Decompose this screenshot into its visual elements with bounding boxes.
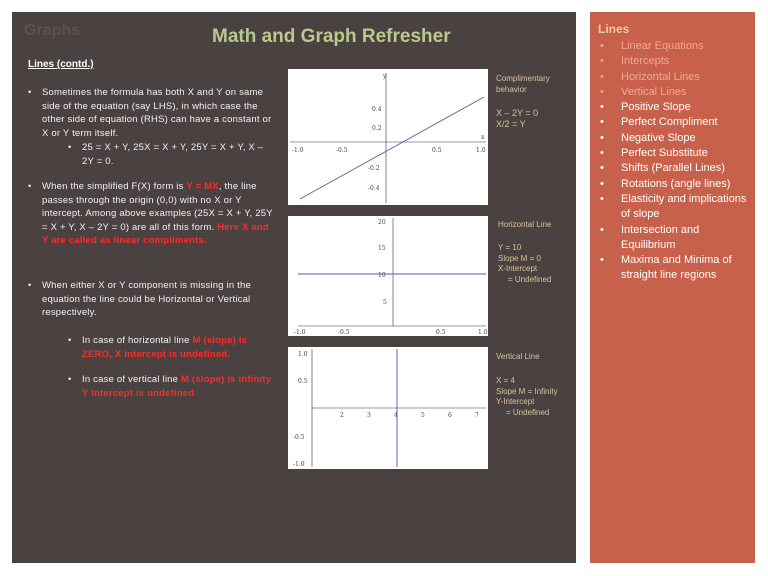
bullet-2-pre: When the simplified F(X) form is bbox=[42, 181, 187, 192]
bullet-dot: • bbox=[600, 116, 604, 129]
slide-title: Math and Graph Refresher bbox=[212, 26, 451, 47]
bullet-dot: • bbox=[600, 147, 604, 160]
bullet-dot: • bbox=[600, 192, 604, 205]
graph-vertical-svg bbox=[288, 347, 488, 469]
sub-vertical bbox=[68, 373, 277, 400]
bullet-dot: • bbox=[68, 374, 72, 385]
caption-line: Complimentary bbox=[496, 74, 550, 83]
main-panel bbox=[12, 12, 576, 563]
sidebar-item bbox=[598, 54, 748, 69]
bullet-dot: • bbox=[68, 335, 72, 346]
graph-3-equations bbox=[496, 376, 576, 418]
sidebar-list bbox=[598, 39, 748, 284]
bullet-dot: • bbox=[600, 101, 604, 114]
y-tick-label: 20 bbox=[378, 219, 386, 226]
bullet-dot: • bbox=[600, 254, 604, 267]
sidebar-item bbox=[598, 131, 748, 146]
plot-line bbox=[300, 97, 484, 199]
x-tick-label: 2 bbox=[340, 412, 344, 419]
bullet-dot: • bbox=[600, 85, 604, 98]
bullet-dot: • bbox=[600, 162, 604, 175]
sidebar-item bbox=[598, 115, 748, 130]
section-label: Graphs bbox=[24, 22, 81, 39]
sidebar-item bbox=[598, 85, 748, 100]
sidebar-item-label: Linear Equations bbox=[621, 40, 704, 52]
equation-line: Y = 10 bbox=[498, 243, 522, 252]
graph-horizontal-svg bbox=[288, 216, 488, 336]
sidebar-item bbox=[598, 39, 748, 54]
sidebar-item-label: Elasticity and implications of slope bbox=[621, 192, 747, 221]
x-tick-label: 0.5 bbox=[432, 147, 442, 154]
sidebar-item bbox=[598, 100, 748, 115]
x-tick-label: -1.0 bbox=[294, 329, 306, 336]
y-tick-label: 15 bbox=[378, 245, 386, 252]
equation-line: X-Intercept bbox=[498, 264, 538, 273]
sidebar-item bbox=[598, 161, 748, 176]
sidebar-item-label: Maxima and Minima of straight line regions bbox=[621, 254, 732, 282]
x-tick-label: 4 bbox=[394, 412, 398, 419]
sidebar-item-label: Intersection and Equilibrium bbox=[621, 223, 700, 251]
bullet-dot: • bbox=[600, 40, 604, 52]
bullet-1 bbox=[28, 86, 277, 140]
x-axis-label: x bbox=[481, 134, 485, 141]
bullet-dot: • bbox=[600, 55, 604, 68]
x-tick-label: 7 bbox=[475, 412, 479, 419]
equation-line: Slope M = 0 bbox=[498, 253, 541, 263]
equation-line: Y-Intercept bbox=[496, 397, 535, 406]
x-tick-label: 6 bbox=[448, 412, 452, 419]
sidebar-item-label: Perfect Compliment bbox=[621, 116, 718, 129]
bullet-2-red-1: Y = MX bbox=[186, 181, 219, 192]
bullet-2-mid: , the line passes through the origin (0,0) with no X or Y intercept. Among above examples (25X = X + Y, 25Y = X + Y, X – 2Y = 0) are all of this form. bbox=[42, 181, 273, 233]
y-tick-label: 0.5 bbox=[298, 378, 308, 385]
caption-line: behavior bbox=[496, 84, 527, 94]
sidebar-item-label: Perfect Substitute bbox=[621, 147, 708, 160]
bullet-dot: • bbox=[28, 181, 32, 192]
caption-line: Vertical Line bbox=[496, 352, 540, 361]
x-tick-label: -0.5 bbox=[338, 329, 350, 336]
sidebar bbox=[590, 12, 755, 563]
graph-complimentary bbox=[288, 69, 488, 205]
sidebar-item bbox=[598, 146, 748, 161]
y-tick-label: -1.0 bbox=[293, 461, 305, 468]
x-tick-label: 1.0 bbox=[478, 329, 488, 336]
sub-horizontal-red: M (slope) is ZERO, X intercept is undefined. bbox=[82, 335, 248, 360]
sub-vertical-pre: In case of vertical line bbox=[82, 374, 181, 385]
bullet-3-text: When either X or Y component is missing in the equation the line could be Horizontal or Vertical respectively. bbox=[42, 280, 251, 318]
bullet-dot: • bbox=[28, 280, 32, 291]
sub-horizontal bbox=[68, 334, 277, 361]
bullet-2 bbox=[28, 180, 277, 248]
bullet-2-red-2: Here X and Y are called as linear compliments. bbox=[42, 221, 269, 246]
bullet-dot: • bbox=[28, 87, 32, 98]
subheading: Lines (contd.) bbox=[28, 59, 94, 70]
graph-1-caption bbox=[496, 74, 572, 95]
y-tick-label: 0.4 bbox=[372, 106, 382, 113]
x-tick-label: 1.0 bbox=[476, 147, 486, 154]
equation-line: X/2 = Y bbox=[496, 118, 526, 129]
sidebar-title: Lines bbox=[598, 22, 630, 36]
sub-vertical-red: M (slope) is infinity Y intercept is undefined bbox=[82, 374, 272, 399]
sidebar-item-label: Vertical Lines bbox=[621, 85, 687, 98]
x-tick-label: 3 bbox=[367, 412, 371, 419]
bullet-dot: • bbox=[600, 131, 604, 144]
bullet-3 bbox=[28, 279, 277, 320]
x-tick-label: 5 bbox=[421, 412, 425, 419]
sidebar-item-label: Positive Slope bbox=[621, 101, 691, 114]
y-tick-label: 10 bbox=[378, 272, 386, 279]
equation-line: X = 4 bbox=[496, 376, 515, 385]
equation-line: Slope M = Infinity bbox=[496, 386, 558, 396]
sub-horizontal-pre: In case of horizontal line bbox=[82, 335, 193, 346]
bullet-1-text: Sometimes the formula has both X and Y on same side of the equation (say LHS), in which case the other side of equation (RHS) can have a constant or X or Y term itself. bbox=[42, 87, 272, 139]
x-tick-label: -0.5 bbox=[336, 147, 348, 154]
graph-1-equations bbox=[496, 108, 572, 129]
bullet-dot: • bbox=[600, 177, 604, 190]
sidebar-item bbox=[598, 253, 748, 284]
sidebar-item bbox=[598, 192, 748, 223]
y-tick-label: -0.4 bbox=[368, 185, 380, 192]
y-tick-label: -0.5 bbox=[293, 434, 305, 441]
sidebar-item-label: Intercepts bbox=[621, 55, 670, 68]
sidebar-item-label: Negative Slope bbox=[621, 131, 696, 144]
sidebar-item-label: Horizontal Lines bbox=[621, 70, 700, 83]
y-tick-label: 1.0 bbox=[298, 351, 308, 358]
graph-3-caption bbox=[496, 352, 574, 363]
sidebar-item bbox=[598, 177, 748, 192]
graph-horizontal bbox=[288, 216, 488, 336]
equation-line: = Undefined bbox=[506, 407, 550, 417]
y-tick-label: -0.2 bbox=[368, 165, 380, 172]
bullet-dot: • bbox=[600, 70, 604, 83]
graph-complimentary-svg bbox=[288, 69, 488, 205]
bullet-1-sub bbox=[68, 141, 272, 168]
sidebar-item bbox=[598, 70, 748, 85]
y-tick-label: 0.2 bbox=[372, 125, 382, 132]
bullet-dot: • bbox=[68, 142, 72, 153]
sidebar-item bbox=[598, 223, 748, 254]
equation-line: X – 2Y = 0 bbox=[496, 108, 539, 118]
y-tick-label: 5 bbox=[383, 299, 387, 306]
y-axis-label: y bbox=[383, 73, 387, 80]
graph-2-caption bbox=[498, 220, 574, 231]
x-tick-label: 0.5 bbox=[436, 329, 446, 336]
graph-2-equations bbox=[498, 243, 574, 285]
bullet-1-sub-text: 25 = X + Y, 25X = X + Y, 25Y = X + Y, X – 2Y = 0. bbox=[82, 142, 264, 167]
sidebar-item-label: Rotations (angle lines) bbox=[621, 177, 731, 190]
bullet-dot: • bbox=[600, 223, 604, 236]
sidebar-item-label: Shifts (Parallel Lines) bbox=[621, 162, 725, 175]
graph-vertical bbox=[288, 347, 488, 469]
x-tick-label: -1.0 bbox=[292, 147, 304, 154]
caption-line: Horizontal Line bbox=[498, 220, 552, 229]
equation-line: = Undefined bbox=[508, 274, 552, 284]
